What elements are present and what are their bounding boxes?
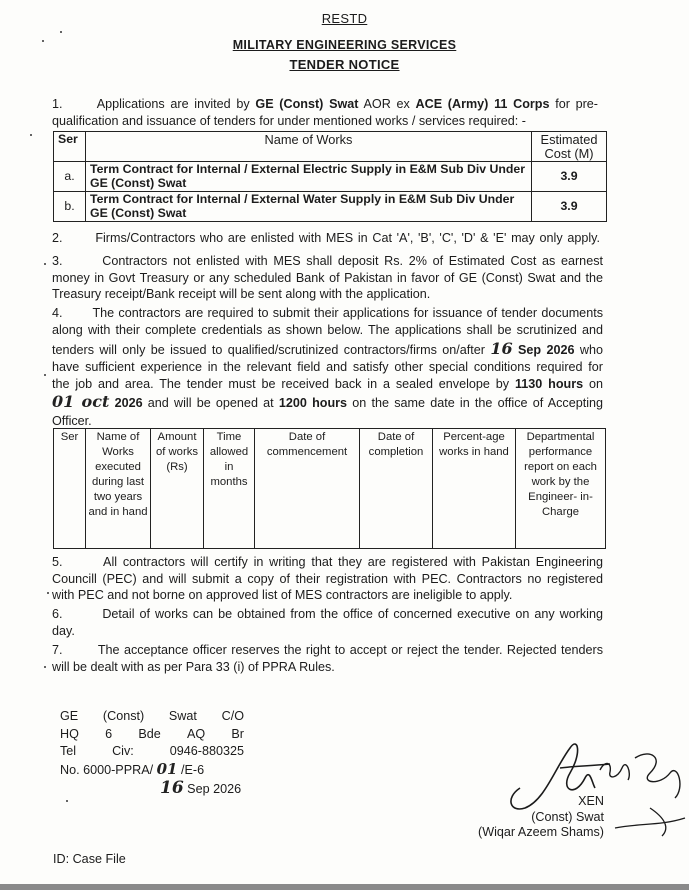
signatory-office: (Const) Swat bbox=[531, 809, 604, 824]
issue-date: 16 Sep 2026 bbox=[160, 778, 242, 798]
col-date-completion: Date of completion bbox=[360, 429, 433, 549]
notice-title: TENDER NOTICE bbox=[289, 57, 400, 72]
scan-speck bbox=[44, 374, 46, 376]
handwritten-date: 01 oct bbox=[52, 392, 110, 412]
paragraph-1: 1. Applications are invited by GE (Const) Swat AOR ex ACE (Army) 11 Corps for pre- qualification and issuance of tenders for under mentioned works / services required: - bbox=[52, 97, 599, 128]
col-performance-report: Departmental performance report on each work by the Engineer- in-Charge bbox=[516, 429, 606, 549]
paragraph-3: 3. Contractors not enlisted with MES shall deposit Rs. 2% of Estimated Cost as earnest money in Govt Treasury or any scheduled Bank of Pakistan in favor of GE (Const) Swat and the Treasury receipt/Bank receipt will be sent along with the application. bbox=[52, 254, 603, 301]
para-number: 1. bbox=[52, 97, 63, 111]
sender-line-1: GE (Const) Swat C/O bbox=[60, 709, 244, 723]
works-table bbox=[53, 131, 607, 222]
paragraph-2: 2. Firms/Contractors who are enlisted with MES in Cat 'A', 'B', 'C', 'D' & 'E' may only apply. bbox=[52, 231, 600, 245]
table-row: a. Term Contract for Internal / External Electric Supply in E&M Sub Div Under GE (Const) Swat 3.9 bbox=[54, 162, 607, 192]
signatory-block bbox=[459, 794, 604, 841]
col-date-commencement: Date of commencement bbox=[255, 429, 360, 549]
table-row: b. Term Contract for Internal / External Water Supply in E&M Sub Div Under GE (Const) Swat 3.9 bbox=[54, 192, 607, 222]
col-estimated-cost: Estimated Cost (M) bbox=[532, 132, 607, 162]
organization-title: MILITARY ENGINEERING SERVICES bbox=[232, 38, 457, 52]
col-ser: Ser bbox=[54, 429, 86, 549]
signatory-name: (Wiqar Azeem Shams) bbox=[478, 825, 604, 839]
paragraph-6: 6. Detail of works can be obtained from the office of concerned executive on any working day. bbox=[52, 607, 603, 638]
col-amount: Amount of works (Rs) bbox=[151, 429, 204, 549]
credentials-table bbox=[53, 428, 606, 549]
signatory-designation: XEN bbox=[578, 794, 604, 808]
sender-block bbox=[60, 709, 244, 778]
scan-speck bbox=[66, 800, 68, 802]
scan-speck bbox=[42, 40, 44, 42]
scan-speck bbox=[60, 31, 62, 33]
file-id: ID: Case File bbox=[53, 852, 126, 866]
col-name-of-works: Name of Works bbox=[86, 132, 532, 162]
paragraph-5: 5. All contractors will certify in writing that they are registered with Pakistan Engineering Councill (PEC) and will submit a copy of their registration with PEC. Contractors no registered with PEC and not borne on approved list of MES contractors are ineligible to apply. bbox=[52, 555, 603, 602]
col-works-executed: Name of Works executed during last two years and in hand bbox=[86, 429, 151, 549]
paragraph-4: 4. The contractors are required to submit their applications for issuance of tender documents along with their complete credentials as shown below. The applications shall be scrutinized and tenders will only be issued to qualified/scrutinized contractors/firms on/after 16 Sep 2026 who have sufficient experience in the relevant field and satisfy other special conditions required for the job and area. The tender must be received back in a sealed envelope by 1130 hours on 01 oct 2026 and will be opened at 1200 hours on the same date in the office of Accepting Officer. bbox=[52, 306, 604, 428]
sender-line-2: HQ 6 Bde AQ Br bbox=[60, 726, 244, 741]
reference-number: No. 6000-PPRA/ 01 /E-6 bbox=[60, 759, 205, 778]
scan-speck bbox=[30, 134, 32, 136]
scan-edge bbox=[0, 884, 689, 890]
office-code: RESTD bbox=[321, 11, 368, 26]
col-ser: Ser bbox=[54, 132, 86, 162]
col-percentage-works: Percent-age works in hand bbox=[433, 429, 516, 549]
col-time-allowed: Time allowed in months bbox=[204, 429, 255, 549]
handwritten-day: 16 bbox=[490, 338, 513, 358]
paragraph-7: 7. The acceptance officer reserves the right to accept or reject the tender. Rejected tenders will be dealt with as per Para 33 (i) of PPRA Rules. bbox=[52, 643, 604, 674]
scan-speck bbox=[44, 263, 46, 265]
scan-speck bbox=[47, 592, 49, 594]
scan-speck bbox=[44, 666, 46, 668]
sender-line-3: Tel Civ: 0946-880325 bbox=[60, 744, 244, 758]
